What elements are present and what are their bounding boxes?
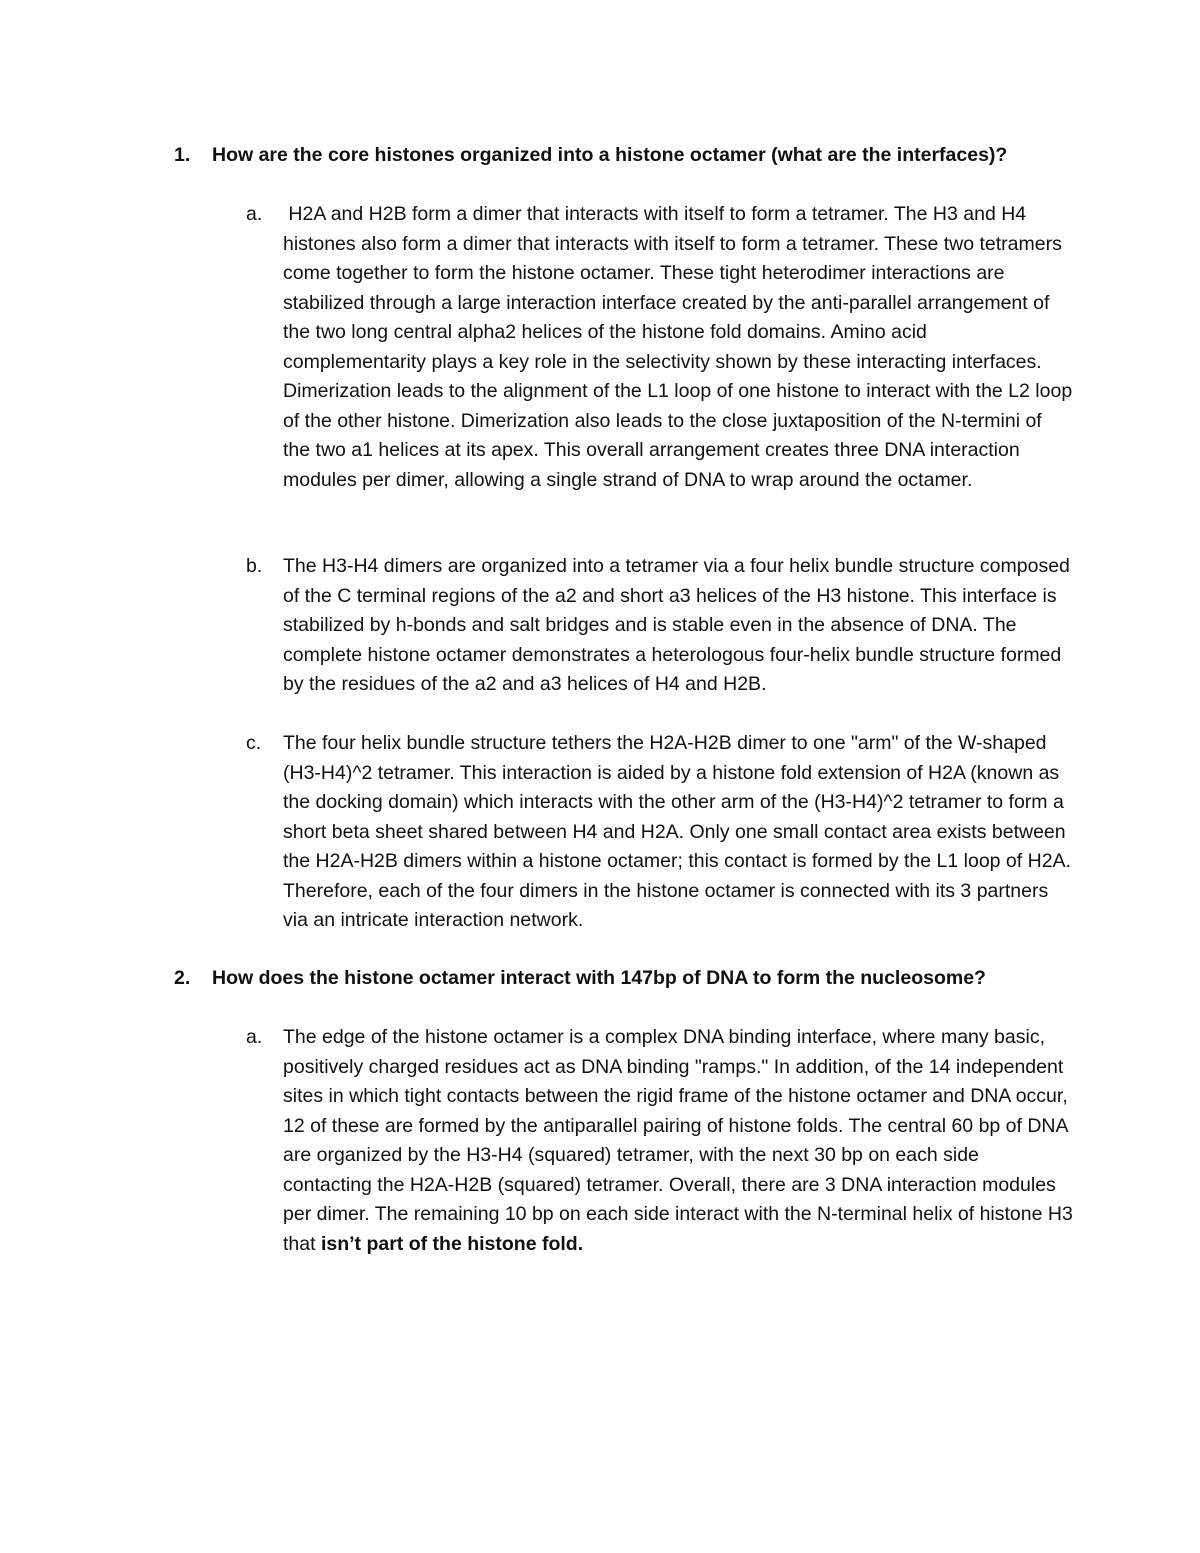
answer-letter: a. bbox=[246, 1026, 263, 1048]
answer-letter: b. bbox=[246, 555, 263, 577]
answer-text-bold: isn’t part of the histone fold. bbox=[320, 1232, 584, 1255]
answer-letter: a. bbox=[246, 203, 263, 225]
question-number: 1. bbox=[174, 144, 191, 166]
answer-text-regular: The edge of the histone octamer is a complex DNA binding interface, where many basic, positively charged residues act as DNA binding "ramps." In addition, of the 14 independent sites in which tight contacts between the rigid frame of the histone octamer and DNA occur, 12 of these are formed by the antiparallel pairing of histone folds. The central 60 bp of DNA are organized by the H3-H4 (squared) tetramer, with the next 30 bp on each side contacting the H2A-H2B (squared) tetramer. Overall, there are 3 DNA interaction modules per dimer. The remaining 10 bp on each side interact with the N-terminal helix of histone H3 that bbox=[283, 1026, 1073, 1255]
answer-letter: c. bbox=[246, 732, 262, 754]
question-number: 2. bbox=[174, 967, 191, 989]
answer-text: The four helix bundle structure tethers the H2A-H2B dimer to one "arm" of the W-shaped (H3-H4)^2 tetramer. This interaction is aided by a histone fold extension of H2A (known as the docking domain) which interacts with the other arm of the (H3-H4)^2 tetramer to form a short beta sheet shared between H4 and H2A. Only one small contact area exists between the H2A-H2B dimers within a histone octamer; this contact is formed by the L1 loop of H2A. Therefore, each of the four dimers in the histone octamer is connected with its 3 partners via an intricate interaction network. bbox=[283, 732, 1071, 931]
question-text: How are the core histones organized into a histone octamer (what are the interfaces)? bbox=[212, 144, 1008, 166]
answer-text: H2A and H2B form a dimer that interacts with itself to form a tetramer. The H3 and H4 histones also form a dimer that interacts with itself to form a tetramer. These two tetramers come together to form the histone octamer. These tight heterodimer interactions are stabilized through a large interaction interface created by the anti-parallel arrangement of the two long central alpha2 helices of the histone fold domains. Amino acid complementarity plays a key role in the selectivity shown by these interacting interfaces. Dimerization leads to the alignment of the L1 loop of one histone to interact with the L2 loop of the other histone. Dimerization also leads to the close juxtaposition of the N-termini of the two a1 helices at its apex. This overall arrangement creates three DNA interaction modules per dimer, allowing a single strand of DNA to wrap around the octamer. bbox=[283, 203, 1078, 491]
answer-text: The H3-H4 dimers are organized into a tetramer via a four helix bundle structure composed of the C terminal regions of the a2 and short a3 helices of the H3 histone. This interface is stabilized by h-bonds and salt bridges and is stable even in the absence of DNA. The complete histone octamer demonstrates a heterologous four-helix bundle structure formed by the residues of the a2 and a3 helices of H4 and H2B. bbox=[283, 555, 1070, 695]
question-text: How does the histone octamer interact with 147bp of DNA to form the nucleosome? bbox=[212, 967, 986, 989]
answer-text bbox=[283, 1023, 1073, 1259]
